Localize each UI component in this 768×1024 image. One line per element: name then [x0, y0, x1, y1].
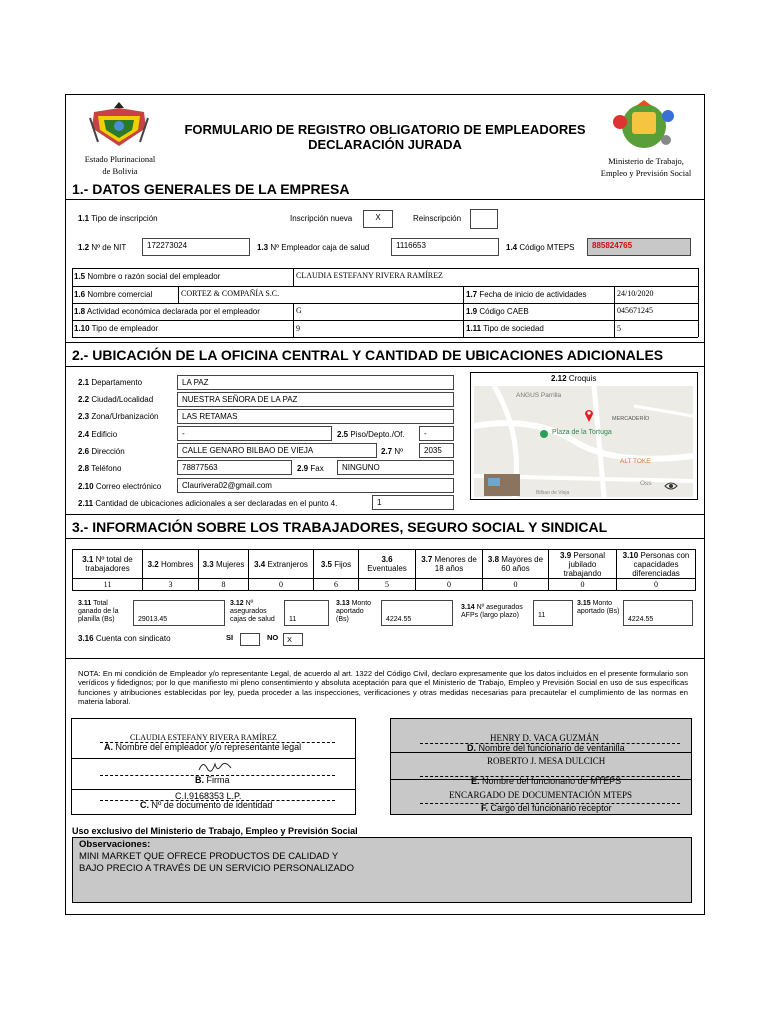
map-label-street: Bilbao de Vieja [536, 490, 570, 496]
observaciones-line2: BAJO PRECIO A TRAVÉS DE UN SERVICIO PERSONALIZADO [79, 863, 355, 874]
ciudad-input[interactable]: NUESTRA SEÑORA DE LA PAZ [177, 392, 454, 407]
f18-label: 1.8 Actividad económica declarada por el empleador [74, 307, 260, 316]
sindicato-no-checkbox[interactable]: X [283, 633, 303, 646]
workers-value-5[interactable]: 6 [313, 578, 359, 591]
nota-text: NOTA: En mi condición de Empleador y/o representante Legal, de acuerdo al art. 1322 del Código Civil, declaro expresamente que los datos incluidos en el presente formulario son verídicos y fidedignos; por lo que manifiesto mi pleno consentimiento y absoluta aceptación para que el Ministerio de Trabajo, Empleo y Previsión Social en uso de sus específicas funciones y atribuciones establecidas por ley, pueda proceder a las inspecciones, verificaciones y otras medidas necesarias para precautelar el cumplimiento de las normas en materia laboral. [78, 669, 688, 707]
sindicato-si-checkbox[interactable] [240, 633, 260, 646]
f28-label: 2.8 Teléfono [78, 464, 122, 473]
zona-input[interactable]: LAS RETAMAS [177, 409, 454, 424]
left-org-line1: Estado Plurinacional [84, 154, 156, 164]
f210-label: 2.10 Correo electrónico [78, 482, 162, 491]
email-input[interactable]: Claurivera02@gmail.com [177, 478, 454, 493]
map-label-angus: ANGUS Parrilla [516, 392, 562, 399]
workers-header-2: 3.2 Hombres [142, 549, 199, 579]
departamento-input[interactable]: LA PAZ [177, 375, 454, 390]
telefono-input[interactable]: 78877563 [177, 460, 292, 475]
d-label: D. Nombre del funcionario de ventanilla [467, 743, 625, 753]
official-name-value[interactable]: HENRY D. VACA GUZMÁN [490, 733, 599, 743]
f111-label: 1.11 Tipo de sociedad [466, 324, 544, 333]
page-title [160, 122, 610, 152]
f315-label: 3.15 Monto aportado (Bs) [577, 600, 620, 615]
signature-icon [197, 758, 233, 774]
cargo-value[interactable]: ENCARGADO DE DOCUMENTACIÓN MTEPS [449, 790, 633, 800]
piso-input[interactable]: - [419, 426, 454, 441]
f11-label: 1.1 Tipo de inscripción [78, 214, 158, 223]
nueva-label: Inscripción nueva [290, 214, 353, 223]
workers-value-8[interactable]: 0 [482, 578, 549, 591]
reins-label: Reinscripción [413, 214, 462, 223]
total-ganado-input[interactable]: 29013.45 [133, 600, 225, 626]
tipo-sociedad-value[interactable]: 5 [617, 324, 621, 333]
f12-label: 1.2 Nº de NIT [78, 243, 127, 252]
map-image[interactable] [474, 386, 693, 497]
f19-label: 1.9 Código CAEB [466, 307, 529, 316]
asegurados-afp-input[interactable]: 11 [533, 600, 573, 626]
mteps-name-value[interactable]: ROBERTO J. MESA DULCICH [487, 756, 606, 766]
workers-header-4: 3.4 Extranjeros [248, 549, 314, 579]
map-label-mercaderio: MERCADERÍO [612, 416, 650, 422]
left-org-name [72, 153, 168, 177]
c-label: C. Nº de documento de identidad [140, 800, 273, 810]
workers-header-10: 3.10 Personas con capacidades diferenciadas [616, 549, 696, 579]
no-label: NO [267, 633, 279, 642]
f25-label: 2.5 Piso/Depto./Of. [337, 430, 405, 439]
a-label: A. Nombre del empleador y/o representante legal [104, 742, 302, 752]
title-line2: DECLARACIÓN JURADA [308, 137, 462, 152]
ministry-exclusive-label: Uso exclusivo del Ministerio de Trabajo, Empleo y Previsión Social [72, 826, 358, 836]
f211-label: 2.11 Cantidad de ubicaciones adicionales a ser declaradas en el punto 4. [78, 499, 338, 508]
workers-header-8: 3.8 Mayores de 60 años [482, 549, 549, 579]
observaciones-label: Observaciones: [79, 839, 151, 850]
map-pin-icon [584, 408, 594, 422]
ubicaciones-input[interactable]: 1 [372, 495, 454, 510]
reins-checkbox[interactable] [470, 209, 498, 229]
monto-aportado-afp-input[interactable]: 4224.55 [623, 600, 693, 626]
f110-label: 1.10 Tipo de empleador [74, 324, 159, 333]
f311-label: 3.11 Total ganado de la planilla (Bs) [78, 600, 119, 623]
workers-value-6[interactable]: 5 [358, 578, 416, 591]
workers-header-7: 3.7 Menores de 18 años [415, 549, 483, 579]
f26-label: 2.6 Dirección [78, 447, 125, 456]
park-icon [540, 430, 548, 438]
f29-label: 2.9 Fax [297, 464, 324, 473]
workers-header-5: 3.5 Fijos [313, 549, 359, 579]
ministry-logo-icon [606, 100, 678, 154]
nit-input[interactable]: 172273024 [142, 238, 250, 256]
f14-label: 1.4 Código MTEPS [506, 243, 575, 252]
right-org-name [586, 155, 706, 179]
map-label-oss: Oss [640, 480, 652, 487]
workers-header-6: 3.6 Eventuales [358, 549, 416, 579]
actividad-value[interactable]: G [296, 306, 302, 315]
title-line1: FORMULARIO DE REGISTRO OBLIGATORIO DE EMPLEADORES [184, 122, 586, 137]
b-label: B. Firma [195, 775, 230, 785]
employer-name-value[interactable]: CLAUDIA ESTEFANY RIVERA RAMÍREZ [130, 733, 277, 742]
workers-value-1[interactable]: 11 [72, 578, 143, 591]
workers-value-9[interactable]: 0 [548, 578, 617, 591]
bolivia-coat-of-arms-icon [84, 98, 154, 154]
f16-label: 1.6 Nombre comercial [74, 290, 153, 299]
workers-header-9: 3.9 Personal jubilado trabajando [548, 549, 617, 579]
f24-label: 2.4 Edificio [78, 430, 118, 439]
section2-title: 2.- UBICACIÓN DE LA OFICINA CENTRAL Y CANTIDAD DE UBICACIONES ADICIONALES [72, 347, 664, 363]
workers-value-2[interactable]: 3 [142, 578, 199, 591]
f27-label: 2.7 Nº [381, 447, 404, 456]
f316-label: 3.16 Cuenta con sindicato [78, 634, 171, 643]
f314-label: 3.14 Nº asegurados AFPs (largo plazo) [461, 604, 523, 619]
workers-header-1: 3.1 Nº total de trabajadores [72, 549, 143, 579]
workers-value-4[interactable]: 0 [248, 578, 314, 591]
f-label: F. Cargo del funcionario receptor [481, 803, 612, 813]
caeb-value[interactable]: 045671245 [617, 306, 653, 315]
mteps-code-input[interactable]: 885824765 [587, 238, 691, 256]
map-label-alt-toke: ALT TOKE [620, 458, 651, 465]
f17-label: 1.7 Fecha de inicio de actividades [466, 290, 587, 299]
right-org-line1: Ministerio de Trabajo, [608, 156, 684, 166]
workers-value-3[interactable]: 8 [198, 578, 249, 591]
direccion-input[interactable]: CALLE GENARO BILBAO DE VIEJA [177, 443, 377, 458]
workers-value-7[interactable]: 0 [415, 578, 483, 591]
e-label: E. Nombre del funcionario de MTEPS [471, 776, 622, 786]
asegurados-caja-input[interactable]: 11 [284, 600, 329, 626]
f21-label: 2.1 Departamento [78, 378, 143, 387]
fax-input[interactable]: NINGUNO [337, 460, 454, 475]
observaciones-line1: MINI MARKET QUE OFRECE PRODUCTOS DE CALIDAD Y [79, 851, 339, 862]
nombre-comercial-value[interactable]: CORTEZ & COMPAÑÍA S.C. [181, 289, 280, 298]
f313-label: 3.13 Monto aportado (Bs) [336, 600, 372, 623]
left-org-line2: de Bolivia [102, 166, 138, 176]
eye-icon[interactable] [664, 478, 678, 488]
right-org-line2: Empleo y Previsión Social [600, 168, 692, 178]
tipo-empleador-value[interactable]: 9 [296, 324, 300, 333]
observaciones-box[interactable] [72, 837, 692, 903]
f212-label: 2.12 Croquis [551, 374, 597, 383]
section3-title: 3.- INFORMACIÓN SOBRE LOS TRABAJADORES, SEGURO SOCIAL Y SINDICAL [72, 519, 608, 535]
workers-value-10[interactable]: 0 [616, 578, 696, 591]
numero-input[interactable]: 2035 [419, 443, 454, 458]
f22-label: 2.2 Ciudad/Localidad [78, 395, 154, 404]
nueva-checkbox[interactable]: X [363, 210, 393, 228]
f13-label: 1.3 Nº Empleador caja de salud [257, 243, 370, 252]
f15-label: 1.5 Nombre o razón social del empleador [74, 272, 221, 281]
ci-value[interactable]: C.I.9168353 L.P. [175, 791, 242, 801]
f312-label: 3.12 Nº asegurados cajas de salud [230, 600, 275, 623]
workers-header-3: 3.3 Mujeres [198, 549, 249, 579]
si-label: SI [226, 633, 234, 642]
razon-social-value[interactable]: CLAUDIA ESTEFANY RIVERA RAMÍREZ [296, 271, 443, 280]
section1-title: 1.- DATOS GENERALES DE LA EMPRESA [72, 181, 350, 197]
map-label-plaza: Plaza de la Tortuga [552, 429, 612, 436]
fecha-inicio-value[interactable]: 24/10/2020 [617, 289, 654, 298]
caja-salud-input[interactable]: 1116653 [391, 238, 499, 256]
f23-label: 2.3 Zona/Urbanización [78, 412, 159, 421]
edificio-input[interactable]: - [177, 426, 332, 441]
monto-aportado-caja-input[interactable]: 4224.55 [381, 600, 453, 626]
